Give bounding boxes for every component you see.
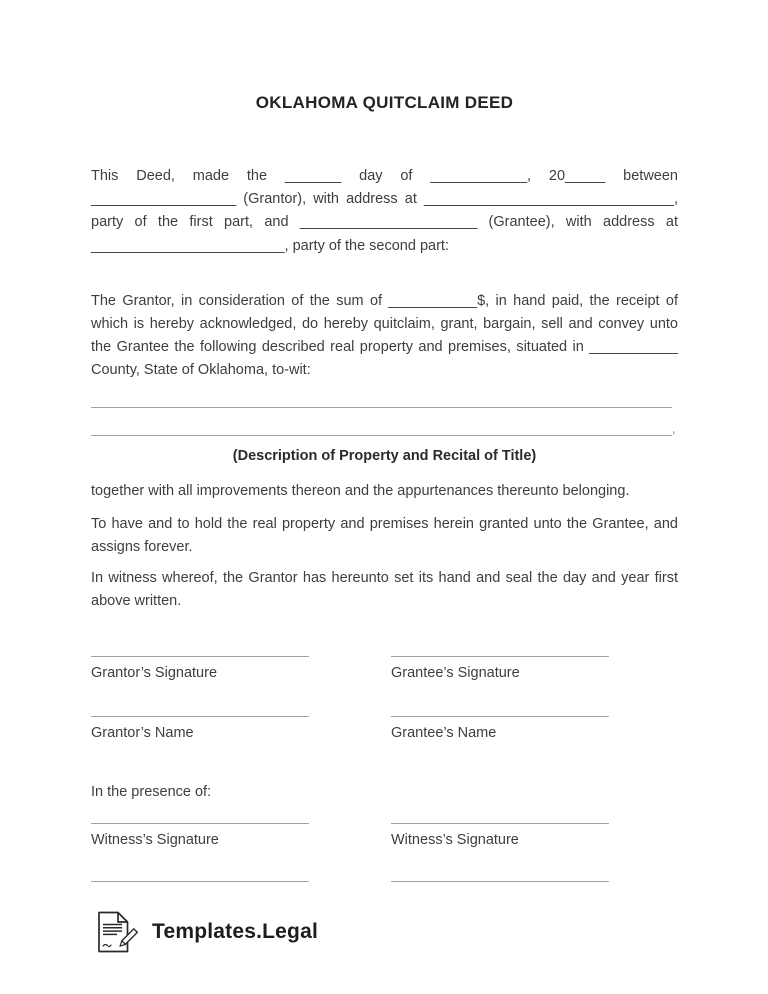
habendum-line: To have and to hold the real property and premises herein granted unto the Grantee, and bbox=[91, 515, 678, 532]
grantee-signature-line: ___________________________ bbox=[391, 641, 609, 658]
grantor-signature-block bbox=[91, 639, 310, 685]
grantor-signature-line: ___________________________ bbox=[91, 641, 309, 658]
habendum-line: assigns forever. bbox=[91, 539, 193, 556]
grantor-name-block bbox=[91, 699, 310, 745]
intro-line: ________________________, party of the second part: bbox=[91, 237, 449, 254]
witness2-signature-line: ___________________________ bbox=[391, 808, 609, 825]
appurtenances-line: together with all improvements thereon and the appurtenances thereunto belonging. bbox=[91, 482, 630, 499]
blank-line: ________________________________________________________________________ bbox=[91, 392, 672, 409]
intro-line: party of the first part, and ______________________ (Grantee), with address at bbox=[91, 214, 678, 231]
grantor-name-label: Grantor’s Name bbox=[91, 724, 194, 741]
witness1-signature-label: Witness’s Signature bbox=[91, 831, 219, 848]
grantee-signature-label: Grantee’s Signature bbox=[391, 664, 520, 681]
witness2-signature-block bbox=[391, 806, 610, 852]
grantee-name-block bbox=[391, 699, 610, 745]
witness-clause-paragraph bbox=[91, 567, 678, 613]
consideration-line: County, State of Oklahoma, to-wit: bbox=[91, 362, 311, 379]
consideration-line: which is hereby acknowledged, do hereby quitclaim, grant, bargain, sell and convey unto bbox=[91, 316, 678, 333]
witness1-signature-block bbox=[91, 806, 310, 852]
witness1-signature-line: ___________________________ bbox=[91, 808, 309, 825]
intro-paragraph bbox=[91, 165, 678, 258]
consideration-paragraph bbox=[91, 290, 678, 383]
appurtenances-paragraph bbox=[91, 480, 678, 503]
grantee-name-label: Grantee’s Name bbox=[391, 724, 497, 741]
brand-name: Templates.Legal bbox=[152, 919, 318, 943]
witness1-extra-line: ___________________________ bbox=[91, 866, 309, 883]
witness-clause-line: In witness whereof, the Grantor has hereunto set its hand and seal the day and year first bbox=[91, 570, 678, 587]
witness1-extra-block bbox=[91, 864, 310, 887]
consideration-line: the Grantee the following described real property and premises, situated in ___________ bbox=[91, 339, 678, 356]
witness2-extra-line: ___________________________ bbox=[391, 866, 609, 883]
page-title: OKLAHOMA QUITCLAIM DEED bbox=[255, 93, 514, 112]
property-description-blanks bbox=[91, 387, 678, 443]
document-pen-icon bbox=[91, 909, 138, 955]
habendum-paragraph bbox=[91, 513, 678, 559]
witness-clause-line: above written. bbox=[91, 593, 182, 610]
witness2-signature-label: Witness’s Signature bbox=[391, 831, 519, 848]
grantor-signature-label: Grantor’s Signature bbox=[91, 664, 218, 681]
grantee-signature-block bbox=[391, 639, 610, 685]
blank-line: ________________________________________________________________________, bbox=[91, 420, 676, 437]
footer-brand bbox=[91, 909, 678, 955]
witness2-extra-block bbox=[391, 864, 610, 887]
witness-signature-row bbox=[91, 806, 678, 852]
name-row bbox=[91, 699, 678, 745]
signature-row bbox=[91, 639, 678, 685]
presence-label: In the presence of: bbox=[91, 783, 212, 800]
intro-line: This Deed, made the _______ day of ____________, 20_____ between bbox=[91, 168, 678, 184]
intro-line: __________________ (Grantor), with address at _______________________________, bbox=[91, 191, 678, 208]
witness-extra-line-row bbox=[91, 864, 678, 887]
grantor-name-line: ___________________________ bbox=[91, 701, 309, 718]
description-heading: (Description of Property and Recital of Title) bbox=[232, 447, 537, 464]
consideration-line: The Grantor, in consideration of the sum of ___________$, in hand paid, the receipt of bbox=[91, 292, 678, 309]
grantee-name-line: ___________________________ bbox=[391, 701, 609, 718]
